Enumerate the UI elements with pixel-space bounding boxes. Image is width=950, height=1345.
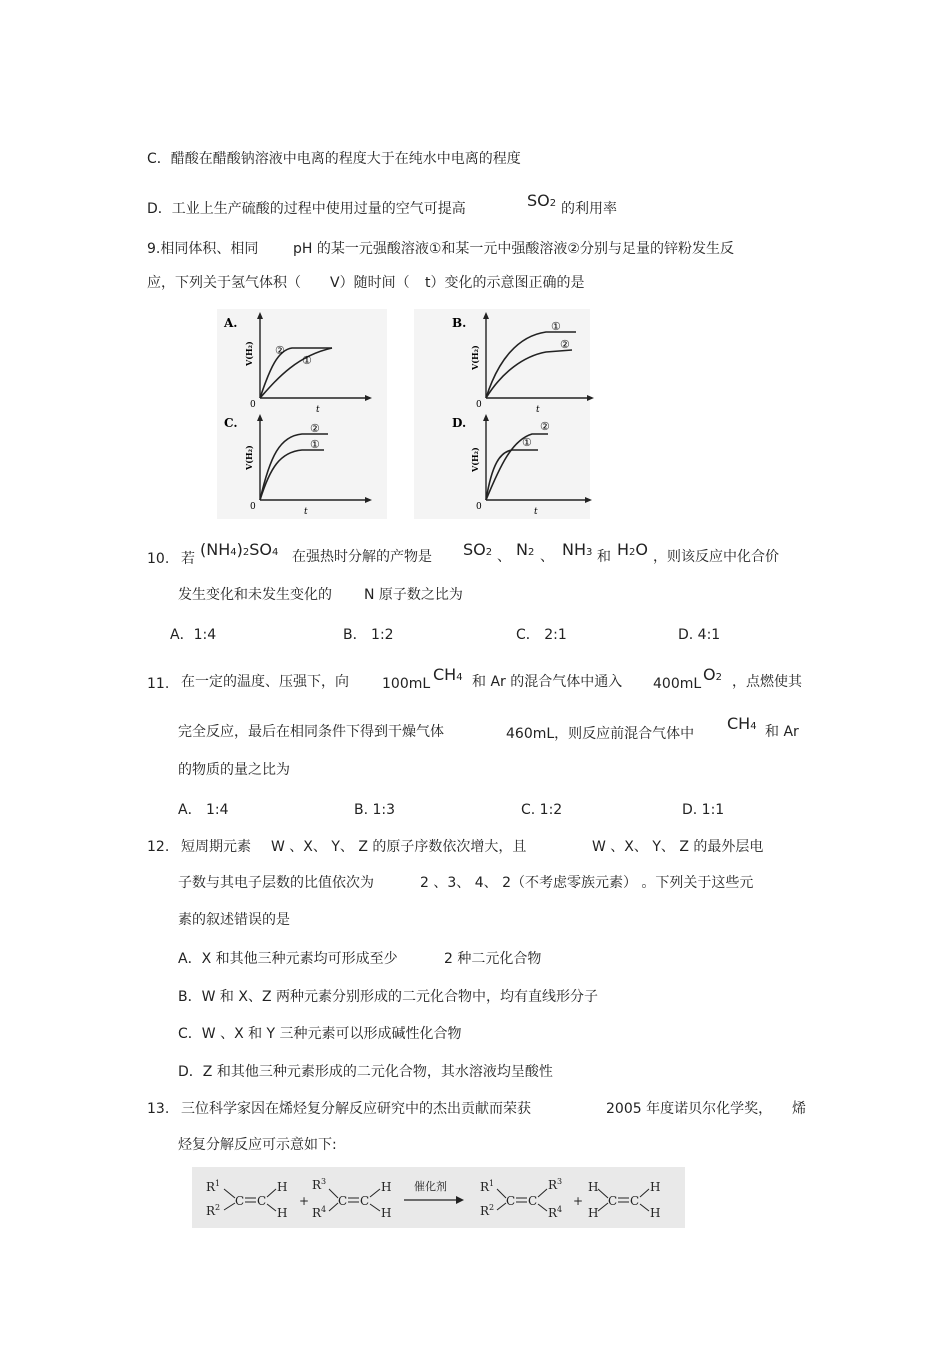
q11-ch4: CH4 [433, 665, 463, 684]
q11-line1e: ，点燃使其 [732, 674, 802, 690]
r1-product: $R^1$ [480, 1179, 495, 1194]
h-atom-5: H [588, 1180, 599, 1194]
q13-line2: 烃复分解反应可示意如下: [178, 1137, 337, 1153]
so2-formula: SO2 [527, 191, 557, 210]
q9-line2-a: 应，下列关于氢气体积（ [147, 275, 301, 291]
q12-line1c: W 、X、 Y、 Z 的最外层电 [592, 839, 764, 855]
q12-number: 12. [147, 839, 170, 855]
q10-option-b: B． 1:2 [343, 627, 394, 643]
plus-1: + [299, 1194, 310, 1208]
graph-c-curve2: ② [310, 422, 320, 435]
graph-a-ylabel: V(H₂) [244, 341, 254, 366]
q11-line1c: 和 Ar 的混合气体中通入 [472, 674, 623, 690]
graph-c-ylabel: V(H₂) [244, 445, 254, 470]
graph-c-xlabel: t [304, 507, 308, 517]
q11-line2c: 和 Ar [765, 724, 799, 740]
q12-line1a: 短周期元素 [181, 839, 251, 855]
graph-a-xlabel: t [316, 405, 320, 415]
c-atom-8: C [630, 1194, 640, 1208]
q12-line2a: 子数与其电子层数的比值依次为 [178, 875, 374, 891]
r3-label: $R^3$ [312, 1177, 327, 1192]
graph-b-ylabel: V(H₂) [470, 345, 480, 370]
q10-line2a: 发生变化和未发生变化的 [178, 587, 332, 603]
graph-b-label: B. [452, 316, 467, 330]
q12-option-d: D．Z 和其他三种元素形成的二元化合物，其水溶液均呈酸性 [178, 1064, 553, 1080]
q10-mid: 在强热时分解的产物是 [292, 549, 432, 565]
q13-line1b: 2005 年度诺贝尔化学奖， [606, 1101, 773, 1117]
graph-d-xlabel: t [534, 507, 538, 517]
q11-line2b: 460mL，则反应前混合气体中 [506, 726, 695, 742]
option-d-tail: 的利用率 [561, 201, 617, 217]
q11-number: 11. [147, 676, 170, 692]
graph-a-curve2: ② [275, 344, 285, 357]
c-atom-6: C [528, 1194, 538, 1208]
q9-line1-b: pH 的某一元强酸溶液①和某一元中强酸溶液②分别与足量的锌粉发生反 [293, 241, 734, 257]
q12-option-a-tail: 2 种二元化合物 [444, 951, 542, 967]
q10-so2: SO2 [463, 540, 493, 559]
graph-c-curve1: ① [310, 438, 320, 451]
graph-d-origin: 0 [476, 502, 482, 512]
q10-dun1: 、 [497, 549, 511, 565]
r4-product: $R^4$ [548, 1205, 563, 1220]
graph-d-label: D. [452, 416, 467, 430]
q10-dun2: 、 [540, 549, 554, 565]
r2-label: $R^2$ [206, 1203, 221, 1218]
r4-label: $R^4$ [312, 1205, 327, 1220]
q13-number: 13. [147, 1101, 170, 1117]
q10-tail: ，则该反应中化合价 [653, 549, 779, 565]
q12-line1b: W 、X、 Y、 Z 的原子序数依次增大，且 [271, 839, 527, 855]
q11-line3: 的物质的量之比为 [178, 762, 290, 778]
q11-ch4-b: CH4 [727, 714, 757, 733]
c-atom-5: C [506, 1194, 516, 1208]
q12-line2b: 2 、3、 4、 2（不考虑零族元素） 。下列关于这些元 [420, 875, 754, 891]
graph-b-xlabel: t [536, 405, 540, 415]
h-atom-3: H [381, 1180, 392, 1194]
h-atom-4: H [381, 1206, 392, 1220]
c-atom-7: C [608, 1194, 618, 1208]
graph-c-origin: 0 [250, 502, 256, 512]
q11-option-a: A． 1:4 [178, 802, 229, 818]
q10-h2o: H2O [617, 540, 648, 559]
q10-ammonium-sulfate: (NH4)2SO4 [200, 540, 279, 559]
graph-a-curve1: ① [302, 354, 312, 367]
graph-b-curve2: ② [560, 338, 570, 351]
graph-d-ylabel: V(H₂) [470, 447, 480, 472]
catalyst-label: 催化剂 [414, 1180, 447, 1193]
q11-line2a: 完全反应，最后在相同条件下得到干燥气体 [178, 724, 444, 740]
q10-line2b: N 原子数之比为 [364, 587, 463, 603]
q10-ruo: 若 [181, 551, 195, 567]
c-atom-2: C [257, 1194, 267, 1208]
q11-volume2: 400mL [653, 676, 702, 692]
q12-line3: 素的叙述错误的是 [178, 912, 290, 928]
c-atom-3: C [338, 1194, 348, 1208]
c-atom-1: C [235, 1194, 245, 1208]
q11-option-b: B. 1:3 [354, 802, 396, 818]
q10-option-a: A．1:4 [170, 627, 217, 643]
graph-b-curve1: ① [551, 320, 561, 333]
graph-a-label: A. [224, 316, 238, 330]
graph-c-label: C. [224, 416, 238, 430]
metathesis-equation [192, 1167, 685, 1228]
q9-line2-b: V）随时间（ [330, 275, 410, 291]
q13-line1c: 烯 [792, 1101, 806, 1117]
q12-option-c: C．W 、X 和 Y 三种元素可以形成碱性化合物 [178, 1026, 462, 1042]
q11-option-c: C. 1:2 [521, 802, 563, 818]
r3-product: $R^3$ [548, 1177, 563, 1192]
q9-graph-c [220, 412, 380, 517]
q11-volume1: 100mL [382, 676, 431, 692]
plus-2: + [573, 1194, 584, 1208]
q9-graph-b [448, 310, 608, 415]
q10-option-d: D. 4:1 [678, 627, 721, 643]
h-atom-1: H [277, 1180, 288, 1194]
q10-nh3: NH3 [562, 540, 593, 559]
q12-option-a: A．X 和其他三种元素均可形成至少 [178, 951, 398, 967]
q10-he: 和 [597, 549, 611, 565]
q11-option-d: D. 1:1 [682, 802, 725, 818]
q12-option-b: B．W 和 X、Z 两种元素分别形成的二元化合物中，均有直线形分子 [178, 989, 598, 1005]
option-c-text: C．醋酸在醋酸钠溶液中电离的程度大于在纯水中电离的程度 [147, 151, 521, 167]
q9-line2-c: t）变化的示意图正确的是 [425, 275, 585, 291]
q10-number: 10. [147, 551, 170, 567]
r2-product: $R^2$ [480, 1203, 495, 1218]
q13-line1a: 三位科学家因在烯烃复分解反应研究中的杰出贡献而荣获 [181, 1101, 531, 1117]
graph-d-curve1: ① [522, 436, 532, 449]
q10-option-c: C． 2:1 [516, 627, 567, 643]
h-atom-6: H [588, 1206, 599, 1220]
q9-graph-a [220, 310, 380, 415]
q9-line1-a: 9.相同体积、相同 [147, 241, 259, 257]
q11-o2: O2 [703, 665, 722, 684]
graph-a-origin: 0 [250, 400, 256, 410]
c-atom-4: C [360, 1194, 370, 1208]
h-atom-7: H [650, 1180, 661, 1194]
q11-line1a: 在一定的温度、压强下，向 [181, 674, 349, 690]
q9-graph-d [448, 412, 608, 517]
r1-label: $R^1$ [206, 1179, 221, 1194]
option-d-text: D．工业上生产硫酸的过程中使用过量的空气可提高 [147, 201, 466, 217]
q10-n2: N2 [516, 540, 535, 559]
graph-d-curve2: ② [540, 420, 550, 433]
h-atom-8: H [650, 1206, 661, 1220]
graph-b-origin: 0 [476, 400, 482, 410]
h-atom-2: H [277, 1206, 288, 1220]
